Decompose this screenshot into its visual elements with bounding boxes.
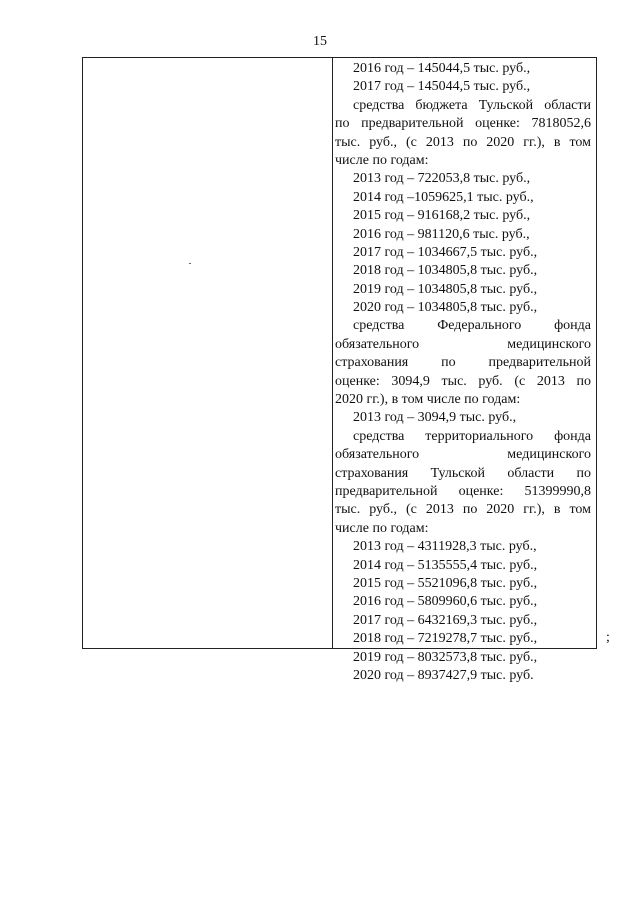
cell-text-line: 2013 год – 722053,8 тыс. руб.,: [353, 171, 531, 187]
funding-table: [82, 57, 597, 683]
trailing-semicolon: ;: [606, 630, 610, 645]
cell-text-line: тыс. руб., (с 2013 по 2020 гг.), в том: [335, 134, 591, 150]
cell-text-line: 2016 год – 981120,6 тыс. руб.,: [353, 226, 530, 242]
cell-text-line: 2016 год – 145044,5 тыс. руб.,: [353, 61, 531, 76]
cell-text-line: 2018 год – 7219278,7 тыс. руб.,: [353, 631, 538, 647]
cell-text-line: 2020 год – 1034805,8 тыс. руб.,: [353, 300, 538, 316]
cell-text-line: 2017 год – 6432169,3 тыс. руб.,: [353, 612, 538, 628]
cell-text-line: 2020 гг.), в том числе по годам:: [335, 392, 521, 408]
cell-text-line: оценке: 3094,9 тыс. руб. (с 2013 по: [335, 373, 591, 389]
cell-text-line: 2019 год – 8032573,8 тыс. руб.,: [353, 649, 538, 665]
cell-text-line: числе по годам:: [335, 520, 429, 536]
cell-text-line: страхования по предварительной: [335, 355, 591, 371]
cell-text-line: 2013 год – 4311928,3 тыс. руб.,: [353, 539, 537, 555]
cell-text-line: обязательного медицинского: [335, 336, 591, 352]
cell-text-line: тыс. руб., (с 2013 по 2020 гг.), в том: [335, 502, 591, 518]
cell-text-line: средства Федерального фонда: [353, 318, 591, 334]
table-right-cell: [335, 60, 591, 685]
column-divider: [332, 58, 333, 648]
cell-text-line: числе по годам:: [335, 152, 429, 168]
stray-mark: [189, 263, 191, 264]
cell-text-line: 2014 год – 5135555,4 тыс. руб.,: [353, 557, 538, 573]
cell-text-line: средства бюджета Тульской области: [353, 97, 591, 113]
cell-text-line: 2017 год – 1034667,5 тыс. руб.,: [353, 244, 538, 260]
cell-text-line: 2014 год –1059625,1 тыс. руб.,: [353, 189, 534, 205]
cell-text-line: 2016 год – 5809960,6 тыс. руб.,: [353, 594, 538, 610]
cell-text-line: предварительной оценке: 51399990,8: [335, 483, 591, 499]
cell-text-line: по предварительной оценке: 7818052,6: [335, 116, 591, 132]
cell-text-line: страхования Тульской области по: [335, 465, 591, 481]
cell-text-line: 2015 год – 916168,2 тыс. руб.,: [353, 208, 531, 224]
cell-text-line: 2019 год – 1034805,8 тыс. руб.,: [353, 281, 538, 297]
cell-text-line: 2020 год – 8937427,9 тыс. руб.: [353, 667, 534, 683]
cell-text-line: 2018 год – 1034805,8 тыс. руб.,: [353, 263, 538, 279]
cell-text-line: 2013 год – 3094,9 тыс. руб.,: [353, 410, 517, 426]
cell-text-line: 2017 год – 145044,5 тыс. руб.,: [353, 79, 531, 95]
page-number: 15: [313, 34, 327, 49]
cell-text-line: 2015 год – 5521096,8 тыс. руб.,: [353, 575, 538, 591]
cell-text-line: обязательного медицинского: [335, 447, 591, 463]
cell-text-line: средства территориального фонда: [353, 428, 591, 444]
table-left-cell: [83, 58, 332, 648]
